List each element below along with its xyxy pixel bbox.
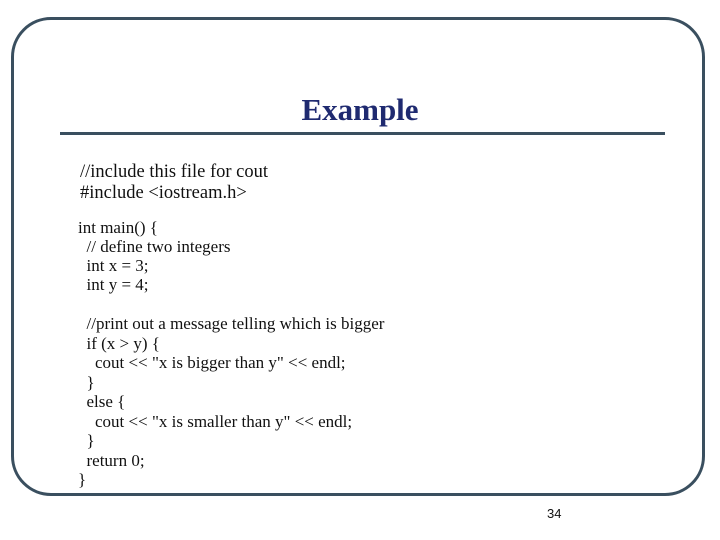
page-number: 34 xyxy=(547,506,562,521)
code-line: //print out a message telling which is bigger xyxy=(78,314,385,333)
code-line: int main() { xyxy=(78,218,158,237)
code-line: } xyxy=(78,470,87,489)
code-line: return 0; xyxy=(78,451,145,470)
code-line: int x = 3; xyxy=(78,256,149,275)
code-line: cout << "x is bigger than y" << endl; xyxy=(78,353,346,372)
code-line: //include this file for cout xyxy=(80,162,269,182)
slide-title: Example xyxy=(301,92,419,127)
code-line: if (x > y) { xyxy=(78,334,160,353)
code-line: cout << "x is smaller than y" << endl; xyxy=(78,412,353,431)
code-line: #include <iostream.h> xyxy=(80,183,247,203)
code-line: } xyxy=(78,431,95,450)
code-line: // define two integers xyxy=(78,237,231,256)
code-line: } xyxy=(78,373,95,392)
code-line: int y = 4; xyxy=(78,275,149,294)
code-line: else { xyxy=(78,392,126,411)
